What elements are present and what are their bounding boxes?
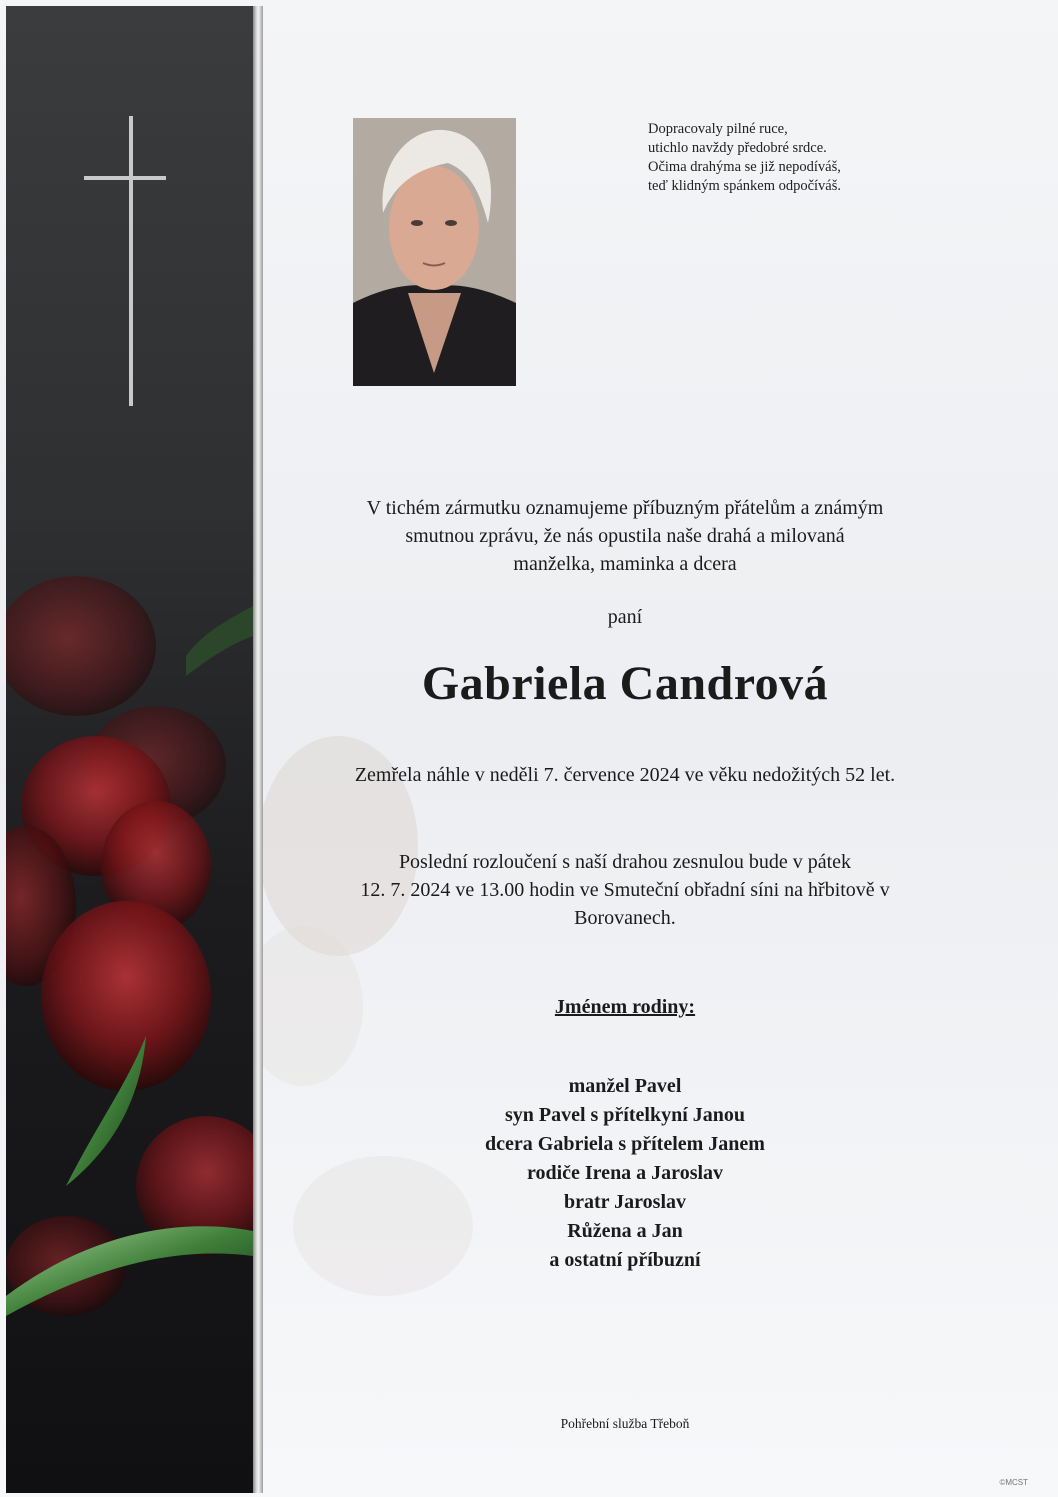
- poem-line: teď klidným spánkem odpočíváš.: [648, 178, 842, 194]
- family-heading: Jménem rodiny:: [554, 996, 696, 1018]
- vertical-divider: [253, 6, 263, 1493]
- announcement-line: V tichém zármutku oznamujeme příbuzným přátelům a známým: [366, 497, 884, 519]
- death-notice: Zemřela náhle v neděli 7. července 2024 ve věku nedožitých 52 let.: [354, 764, 896, 786]
- poem-line: Dopracovaly pilné ruce,: [648, 121, 788, 137]
- family-member: rodiče Irena a Jaroslav: [526, 1162, 724, 1184]
- poem-line: utichlo navždy předobré srdce.: [648, 140, 827, 156]
- family-member: Růžena a Jan: [567, 1220, 683, 1242]
- funeral-line: 12. 7. 2024 ve 13.00 hodin ve Smuteční obřadní síni na hřbitově v: [360, 879, 890, 901]
- family-list: [285, 1072, 965, 1275]
- funeral-line: Borovanech.: [574, 907, 676, 929]
- decorative-panel: [6, 6, 253, 1493]
- salutation: paní: [607, 606, 643, 628]
- funeral-info: [285, 848, 965, 932]
- portrait-photo: [353, 118, 516, 386]
- family-member: bratr Jaroslav: [563, 1191, 687, 1213]
- family-member: manžel Pavel: [568, 1075, 682, 1097]
- announcement-line: manželka, maminka a dcera: [513, 553, 737, 575]
- deceased-name: Gabriela Candrová: [421, 657, 829, 710]
- announcement: [285, 494, 965, 578]
- poem: [648, 120, 968, 196]
- cross-icon-arm: [84, 176, 166, 180]
- poem-line: Očima drahýma se již nepodíváš,: [648, 159, 841, 175]
- funeral-line: Poslední rozloučení s naší drahou zesnulou bude v pátek: [398, 851, 852, 873]
- copyright-mark: ©MCST: [999, 1478, 1028, 1487]
- cross-icon: [129, 116, 133, 406]
- family-member: syn Pavel s přítelkyní Janou: [504, 1104, 746, 1126]
- family-member: dcera Gabriela s přítelem Janem: [485, 1133, 765, 1155]
- announcement-line: smutnou zprávu, že nás opustila naše drahá a milovaná: [405, 525, 845, 547]
- family-member: a ostatní příbuzní: [549, 1249, 701, 1271]
- funeral-service-name: Pohřební služba Třeboň: [560, 1416, 690, 1431]
